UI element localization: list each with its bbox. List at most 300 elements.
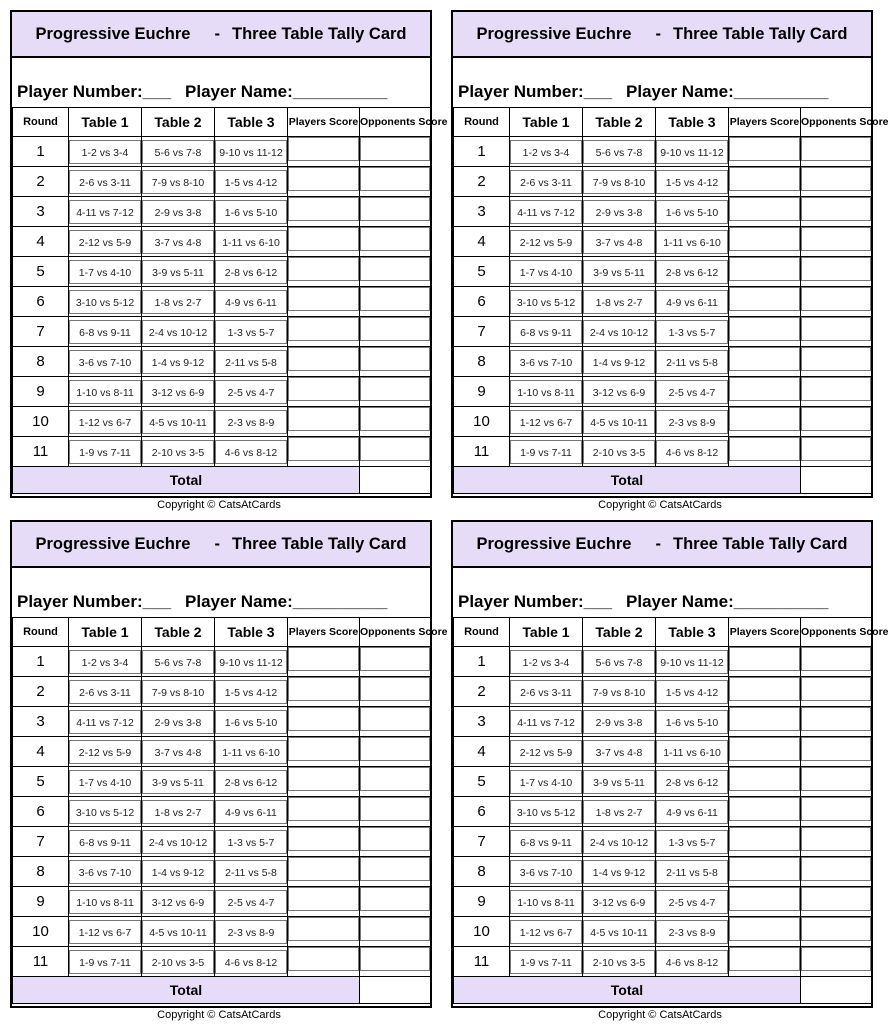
opponents-score-cell[interactable] [801,317,872,347]
opponents-score-cell[interactable] [801,257,872,287]
table-1-pairing-text: 2-6 vs 3-11 [69,680,141,704]
table-2-pairing-text: 2-4 vs 10-12 [142,320,214,344]
table-3-pairing [215,737,288,767]
players-score-cell[interactable] [729,767,801,797]
table-1-pairing-text: 1-7 vs 4-10 [510,260,582,284]
opponents-score-cell[interactable] [360,767,431,797]
players-score-cell[interactable] [729,887,801,917]
opponents-score-cell[interactable] [801,887,872,917]
table-1-pairing [69,887,142,917]
table-1-pairing [510,677,583,707]
table-1-pairing [69,857,142,887]
header-table-3: Table 3 [656,108,729,137]
players-score-cell[interactable] [288,287,360,317]
table-row [13,407,431,437]
table-2-pairing-text: 3-12 vs 6-9 [142,380,214,404]
players-score-cell[interactable] [729,917,801,947]
card-title-bar [12,12,430,58]
players-score-cell[interactable] [729,407,801,437]
opponents-score-cell[interactable] [360,857,431,887]
table-2-pairing [142,767,215,797]
players-score-cell[interactable] [288,257,360,287]
table-1-pairing-text: 3-6 vs 7-10 [510,860,582,884]
opponents-score-cell[interactable] [801,287,872,317]
players-score-cell[interactable] [288,167,360,197]
table-3-pairing-text: 1-3 vs 5-7 [656,320,728,344]
table-2-pairing [583,707,656,737]
table-row [454,167,872,197]
table-2-pairing [142,737,215,767]
header-table-1: Table 1 [510,108,583,137]
table-1-pairing [510,737,583,767]
opponents-score-cell[interactable] [360,677,431,707]
players-score-cell[interactable] [288,767,360,797]
opponents-score-cell[interactable] [801,197,872,227]
round-number: 10 [13,917,69,947]
players-score-cell[interactable] [729,227,801,257]
players-score-cell[interactable] [288,917,360,947]
table-2-pairing-text: 3-9 vs 5-11 [583,770,655,794]
round-number: 11 [454,437,510,467]
table-2-pairing-text: 2-9 vs 3-8 [583,200,655,224]
round-number: 7 [454,317,510,347]
round-number: 7 [13,317,69,347]
card-title-right: Three Table Tally Card [672,24,848,43]
players-score-cell[interactable] [729,377,801,407]
table-1-pairing-text: 1-9 vs 7-11 [69,950,141,974]
table-2-pairing-text: 1-4 vs 9-12 [142,350,214,374]
table-2-pairing [583,257,656,287]
opponents-score-cell[interactable] [360,377,431,407]
table-1-pairing [510,917,583,947]
table-row [454,917,872,947]
players-score-cell[interactable] [288,887,360,917]
table-3-pairing [656,767,729,797]
header-table-2: Table 2 [142,108,215,137]
players-score-cell[interactable] [729,137,801,167]
round-number: 8 [13,347,69,377]
players-score-cell[interactable] [288,407,360,437]
opponents-score-cell[interactable] [801,167,872,197]
players-score-cell[interactable] [729,827,801,857]
table-2-pairing [583,827,656,857]
players-score-cell[interactable] [729,317,801,347]
table-2-pairing-text: 1-8 vs 2-7 [142,800,214,824]
table-1-pairing [510,197,583,227]
table-2-pairing [583,767,656,797]
players-score-cell[interactable] [729,167,801,197]
table-1-pairing-text: 2-6 vs 3-11 [69,170,141,194]
table-3-pairing [215,407,288,437]
round-number: 7 [454,827,510,857]
card-title-left: Progressive Euchre [35,24,191,43]
table-3-pairing [656,437,729,467]
table-1-pairing [69,377,142,407]
table-1-pairing [510,317,583,347]
table-3-pairing-text: 4-6 vs 8-12 [656,440,728,464]
players-score-cell[interactable] [729,257,801,287]
players-score-cell[interactable] [729,707,801,737]
tally-card-frame [451,10,889,498]
opponents-score-cell[interactable] [360,287,431,317]
table-1-pairing [510,647,583,677]
card-title-right: Three Table Tally Card [231,24,407,43]
total-score-cell[interactable] [360,977,431,1004]
player-info-line [17,592,387,612]
table-2-pairing-text: 4-5 vs 10-11 [142,410,214,434]
table-3-pairing [215,767,288,797]
table-2-pairing [142,167,215,197]
players-score-cell[interactable] [288,737,360,767]
table-row [13,227,431,257]
table-3-pairing-text: 4-9 vs 6-11 [215,800,287,824]
table-3-pairing-text: 2-3 vs 8-9 [656,920,728,944]
copyright-text: Copyright © CatsAtCards [157,499,281,511]
card-title-separator: - [214,534,220,553]
table-3-pairing [656,647,729,677]
table-2-pairing-text: 3-9 vs 5-11 [142,770,214,794]
table-row [13,857,431,887]
players-score-cell[interactable] [729,287,801,317]
header-round: Round [13,618,69,647]
table-3-pairing-text: 2-5 vs 4-7 [215,380,287,404]
table-3-pairing [656,857,729,887]
table-1-pairing [69,317,142,347]
opponents-score-cell[interactable] [360,707,431,737]
opponents-score-cell[interactable] [360,797,431,827]
table-3-pairing [656,287,729,317]
table-3-pairing [656,407,729,437]
table-1-pairing-text: 1-10 vs 8-11 [510,380,582,404]
table-3-pairing [215,287,288,317]
table-1-pairing [510,287,583,317]
opponents-score-cell[interactable] [360,227,431,257]
players-score-cell[interactable] [288,797,360,827]
header-table-2: Table 2 [142,618,215,647]
table-1-pairing [69,707,142,737]
opponents-score-cell[interactable] [360,437,431,467]
players-score-cell[interactable] [729,347,801,377]
opponents-score-cell[interactable] [801,347,872,377]
tally-table [453,107,889,494]
table-1-pairing [69,917,142,947]
opponents-score-cell[interactable] [801,377,872,407]
round-number: 2 [13,677,69,707]
header-table-1: Table 1 [69,108,142,137]
table-1-pairing-text: 1-2 vs 3-4 [510,650,582,674]
table-1-pairing-text: 1-10 vs 8-11 [69,380,141,404]
table-2-pairing [583,857,656,887]
table-1-pairing [69,647,142,677]
table-3-pairing [215,377,288,407]
table-2-pairing-text: 2-10 vs 3-5 [142,950,214,974]
table-row [13,887,431,917]
table-3-pairing [656,377,729,407]
players-score-cell[interactable] [288,137,360,167]
card-title-left: Progressive Euchre [35,534,191,553]
table-2-pairing [583,347,656,377]
opponents-score-cell[interactable] [801,947,872,977]
opponents-score-cell[interactable] [360,407,431,437]
table-1-pairing [510,947,583,977]
table-1-pairing-text: 4-11 vs 7-12 [510,710,582,734]
table-row [13,917,431,947]
opponents-score-cell[interactable] [360,167,431,197]
table-1-pairing-text: 6-8 vs 9-11 [510,830,582,854]
table-1-pairing [510,707,583,737]
players-score-cell[interactable] [729,197,801,227]
players-score-cell[interactable] [288,857,360,887]
table-2-pairing [583,197,656,227]
table-3-pairing-text: 4-9 vs 6-11 [215,290,287,314]
table-2-pairing-text: 5-6 vs 7-8 [583,650,655,674]
table-1-pairing-text: 3-10 vs 5-12 [69,290,141,314]
table-2-pairing [142,857,215,887]
copyright-text: Copyright © CatsAtCards [598,1009,722,1021]
opponents-score-cell[interactable] [801,647,872,677]
tally-header-row [13,108,431,137]
player-name-label: Player Name:__________ [185,592,388,611]
opponents-score-cell[interactable] [360,257,431,287]
table-1-pairing-text: 1-10 vs 8-11 [69,890,141,914]
table-2-pairing [142,677,215,707]
opponents-score-cell[interactable] [801,797,872,827]
header-table-3: Table 3 [215,108,288,137]
card-title-separator: - [655,24,661,43]
table-3-pairing-text: 1-5 vs 4-12 [656,170,728,194]
opponents-score-cell[interactable] [360,827,431,857]
player-number-label: Player Number:___ [17,592,172,611]
table-2-pairing-text: 1-4 vs 9-12 [583,350,655,374]
opponents-score-cell[interactable] [801,767,872,797]
player-number-label: Player Number:___ [17,82,172,101]
round-number: 4 [13,227,69,257]
table-row [13,137,431,167]
round-number: 4 [13,737,69,767]
total-score-cell[interactable] [801,467,872,494]
table-1-pairing-text: 1-2 vs 3-4 [69,650,141,674]
table-3-pairing [215,887,288,917]
table-1-pairing [69,347,142,377]
tally-card-frame [10,10,448,498]
header-opponents-score: Opponents Score [801,108,872,137]
table-3-pairing [656,167,729,197]
round-number: 3 [454,707,510,737]
round-number: 9 [454,377,510,407]
players-score-cell[interactable] [288,707,360,737]
table-1-pairing-text: 1-12 vs 6-7 [69,410,141,434]
players-score-cell[interactable] [288,677,360,707]
opponents-score-cell[interactable] [801,827,872,857]
round-number: 6 [454,797,510,827]
opponents-score-cell[interactable] [360,647,431,677]
players-score-cell[interactable] [729,797,801,827]
table-1-pairing [69,737,142,767]
table-1-pairing [69,167,142,197]
table-1-pairing-text: 1-7 vs 4-10 [69,260,141,284]
card-title-bar [453,12,871,58]
table-2-pairing [142,827,215,857]
tally-header-row [454,108,872,137]
players-score-cell[interactable] [288,827,360,857]
table-3-pairing [656,797,729,827]
opponents-score-cell[interactable] [801,857,872,887]
table-3-pairing [656,947,729,977]
table-2-pairing [583,377,656,407]
table-3-pairing-text: 1-5 vs 4-12 [215,170,287,194]
table-row [13,347,431,377]
players-score-cell[interactable] [288,947,360,977]
round-number: 9 [454,887,510,917]
table-3-pairing-text: 2-8 vs 6-12 [656,770,728,794]
tally-card-frame [10,520,448,1008]
table-3-pairing-text: 1-6 vs 5-10 [215,710,287,734]
opponents-score-cell[interactable] [801,407,872,437]
table-3-pairing [656,317,729,347]
table-2-pairing-text: 2-10 vs 3-5 [583,440,655,464]
table-3-pairing-text: 9-10 vs 11-12 [215,140,287,164]
round-number: 1 [454,647,510,677]
table-3-pairing-text: 1-6 vs 5-10 [215,200,287,224]
table-2-pairing [583,287,656,317]
player-number-label: Player Number:___ [458,592,613,611]
table-3-pairing [656,887,729,917]
table-row [454,767,872,797]
table-1-pairing-text: 2-12 vs 5-9 [69,740,141,764]
table-row [13,377,431,407]
players-score-cell[interactable] [288,377,360,407]
opponents-score-cell[interactable] [360,197,431,227]
table-2-pairing-text: 1-8 vs 2-7 [583,290,655,314]
table-row [13,737,431,767]
table-1-pairing [510,827,583,857]
table-2-pairing-text: 3-12 vs 6-9 [583,890,655,914]
card-title-left: Progressive Euchre [476,534,632,553]
total-label: Total [13,977,360,1004]
table-1-pairing [510,767,583,797]
table-1-pairing-text: 6-8 vs 9-11 [69,320,141,344]
total-score-cell[interactable] [360,467,431,494]
round-number: 4 [454,227,510,257]
opponents-score-cell[interactable] [801,137,872,167]
table-1-pairing-text: 3-6 vs 7-10 [69,350,141,374]
players-score-cell[interactable] [729,437,801,467]
opponents-score-cell[interactable] [801,437,872,467]
table-2-pairing [142,797,215,827]
round-number: 6 [454,287,510,317]
players-score-cell[interactable] [729,857,801,887]
total-label: Total [454,467,801,494]
table-2-pairing-text: 2-10 vs 3-5 [583,950,655,974]
table-3-pairing [656,197,729,227]
table-2-pairing [583,137,656,167]
opponents-score-cell[interactable] [360,887,431,917]
opponents-score-cell[interactable] [360,317,431,347]
table-row [13,647,431,677]
round-number: 11 [13,947,69,977]
table-row [454,287,872,317]
players-score-cell[interactable] [288,317,360,347]
total-score-cell[interactable] [801,977,872,1004]
opponents-score-cell[interactable] [360,137,431,167]
copyright-text: Copyright © CatsAtCards [598,499,722,511]
table-1-pairing-text: 1-2 vs 3-4 [69,140,141,164]
table-row [13,677,431,707]
players-score-cell[interactable] [288,437,360,467]
table-1-pairing [69,197,142,227]
table-row [454,317,872,347]
opponents-score-cell[interactable] [801,707,872,737]
table-1-pairing-text: 6-8 vs 9-11 [510,320,582,344]
table-3-pairing-text: 2-8 vs 6-12 [656,260,728,284]
table-3-pairing [656,227,729,257]
players-score-cell[interactable] [729,677,801,707]
opponents-score-cell[interactable] [360,347,431,377]
total-row [454,977,872,1004]
table-2-pairing [142,317,215,347]
table-1-pairing [69,257,142,287]
players-score-cell[interactable] [729,647,801,677]
opponents-score-cell[interactable] [360,917,431,947]
table-row [13,167,431,197]
card-title-right: Three Table Tally Card [231,534,407,553]
table-2-pairing [583,947,656,977]
round-number: 2 [13,167,69,197]
table-2-pairing-text: 7-9 vs 8-10 [583,170,655,194]
players-score-cell[interactable] [288,347,360,377]
table-2-pairing [142,437,215,467]
table-3-pairing-text: 1-3 vs 5-7 [656,830,728,854]
table-2-pairing-text: 2-9 vs 3-8 [142,200,214,224]
table-2-pairing [142,347,215,377]
header-table-2: Table 2 [583,618,656,647]
table-1-pairing-text: 2-6 vs 3-11 [510,170,582,194]
tally-card-frame [451,520,889,1008]
players-score-cell[interactable] [729,947,801,977]
opponents-score-cell[interactable] [360,737,431,767]
players-score-cell[interactable] [288,227,360,257]
card-title-separator: - [655,534,661,553]
tally-header-row [13,618,431,647]
table-2-pairing [583,737,656,767]
header-players-score: Players Score [288,618,360,647]
opponents-score-cell[interactable] [360,947,431,977]
round-number: 5 [13,257,69,287]
opponents-score-cell[interactable] [801,917,872,947]
round-number: 11 [454,947,510,977]
players-score-cell[interactable] [729,737,801,767]
table-2-pairing [583,917,656,947]
players-score-cell[interactable] [288,647,360,677]
players-score-cell[interactable] [288,197,360,227]
total-row [13,467,431,494]
table-2-pairing-text: 1-4 vs 9-12 [583,860,655,884]
opponents-score-cell[interactable] [801,737,872,767]
table-1-pairing [510,137,583,167]
table-2-pairing-text: 5-6 vs 7-8 [142,140,214,164]
table-1-pairing [510,887,583,917]
table-2-pairing-text: 4-5 vs 10-11 [142,920,214,944]
card-title-bar [12,522,430,568]
table-2-pairing-text: 1-8 vs 2-7 [583,800,655,824]
table-3-pairing-text: 1-5 vs 4-12 [215,680,287,704]
header-table-3: Table 3 [656,618,729,647]
round-number: 3 [13,707,69,737]
opponents-score-cell[interactable] [801,677,872,707]
opponents-score-cell[interactable] [801,227,872,257]
table-3-pairing-text: 2-5 vs 4-7 [656,380,728,404]
player-name-label: Player Name:__________ [626,592,829,611]
